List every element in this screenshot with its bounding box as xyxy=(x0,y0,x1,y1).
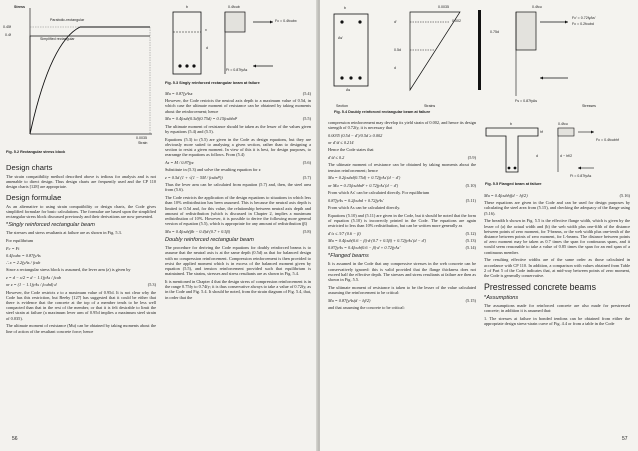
flanged-beams-heading: *Flanged beams xyxy=(328,253,369,260)
fig53-d-label: d xyxy=(206,46,208,50)
body-paragraph: Thus the lever arm can be calculated from equation (5.7) and, then, the steel area from (5.6). xyxy=(165,182,311,193)
body-paragraph: However, the Code restricts the neutral axis depth to a maximum value of 0.5d, in which case the ultimate moment of resistance can be obtained by taking moments about the reinforcement; hence xyxy=(165,98,311,114)
page-number-right: 57 xyxy=(622,436,628,442)
body-paragraph: The resulting effective widths are of the same order as those calculated in accordance with CP 110. In addition, a comparison with values obtained from Table 2 of Part 5 of the Code indicates that, at mid-way between points of zero moment, the Code is generally conservative. xyxy=(484,257,630,279)
ultimate-moment-paragraph: The ultimate moment of resistance (Mu) can be obtained by taking moments about the line of action of the resultant concrete force; hence xyxy=(6,323,156,334)
body-paragraph: Equations (5.10) and (5.11) are given in the Code, but it should be noted that the form of equation (5.10) is incorrectly printed in the Code. The equations are again restricted to less than 10% redistribution, but can be written more generally as xyxy=(328,212,476,229)
fig54-as-label: As xyxy=(346,88,351,92)
body-paragraph: Substitute in (5.3) and solve the resulting equation for z xyxy=(165,167,261,173)
body-paragraph: The ultimate moment of resistance can be obtained by taking moments about the tension reinforcement; hence xyxy=(328,162,476,173)
left-page xyxy=(0,0,318,451)
body-paragraph: The procedure for deriving the Code equations for doubly reinforced beams is to assume that the neutral axis is at the same depth (0.5d) as that for balanced design with no compression reinforcement. Compression reinforcement is then provided to resist the applied moment which is in excess of the balanced moment given by equation (5.5), and tension reinforcement provided such that equilibrium is maintained. The strains, stresses and stress resultants are as shown in Fig. 5.4. xyxy=(165,245,311,277)
body-paragraph: It is mentioned in Chapter 4 that the design stress of compression reinforcement is in the range 0.75fy to 0.74fy; it is thus conservative always to take a value of 0.72fy, as in the Code and Fig. 5.4. It should be noted, from the strain diagram of Fig. 5.4, that, in order that the xyxy=(165,279,311,300)
val-04-label: 0.4f xyxy=(5,33,11,37)
body-paragraph: The breadth b shown in Fig. 5.5 is the effective flange width, which is given by the lesser of (a) the actual width and (b) the web width plus one-fifth of the distance between points of zero moment, for T-beams, or the web width plus one-tenth of the distance between points of zero moment, for L-beams. The distance between points of zero moment may be taken as 0.7 times the span for continuous spans, and it would seem reasonable to take a value of 0.85 times the span for an end span of a continuous member. xyxy=(484,218,630,255)
design-formulae-heading: Design formulae xyxy=(6,192,62,202)
body-paragraph: compression reinforcement may develop its yield strain of 0.002, and hence its design strength of 0.72fy, it is necessary that xyxy=(328,120,476,131)
fig55-hf-label: hf xyxy=(540,130,543,134)
fig54-fc-prime-label: Fc′ = 0.72fyAs′ xyxy=(572,16,596,20)
body-paragraph: The Code restricts the application of the design equations to situations in which less than 10% redistribution has been assumed. This is because the neutral axis depth is limited to 0.5d and, for this value, the relationship between neutral axis depth and amount of redistribution (which is discussed in Chapter 2, implies a maximum redistribution of 10%. However, it is possible to derive the following more general version of equation (5.5), which is appropriate for any amount of redistribution (β) xyxy=(165,195,311,227)
fig54-b-label: b xyxy=(344,6,346,10)
left-page-column-2 xyxy=(165,90,311,302)
stress-block-diagram xyxy=(10,2,160,142)
body-paragraph: The ultimate moment of resistance is taken to be the lesser of the value calculated assuming the reinforcement to be critical: xyxy=(328,284,476,296)
equation-line: Mu = 0.2fcubd(0.75d) + 0.72fyAs′(d − d′) xyxy=(328,175,401,181)
singly-reinforced-heading: *Singly reinforced rectangular beam xyxy=(6,222,95,229)
fig55-fc-label: Fc = 0.4fcubhf xyxy=(596,138,619,142)
fig54-d-prime-label: d′ xyxy=(394,20,397,24)
equation-line: Mu = 0.4fcub(0.5d)(0.75d) = 0.15fcubbd² (5.5) xyxy=(165,116,311,122)
equation-line: Mu = 0.4fcub(βb − 0.4)d·(0.7 + 0.5β) (5.8) xyxy=(165,229,311,235)
body-paragraph: The assumptions made for reinforced concrete are also made for prestressed concrete; in addition it is assumed that: xyxy=(484,303,630,314)
equation-line: d′/d ≤ 0.2 (5.9) xyxy=(328,155,476,161)
flanged-beam-diagram xyxy=(482,122,632,182)
equation-line: 0.87fyAs = 0.4fcub(0.6 − β)·d + 0.72fyAs′ (5.14) xyxy=(328,245,476,251)
equation-line: d′/x ≤ 3/7 (0.6 − β) (5.12) xyxy=(328,230,476,236)
lever-arm-paragraph: Since a rectangular stress block is assumed, the lever arm (z) is given by xyxy=(6,267,131,273)
equation-line: or z = (1 − 1.1fyAs / fcubd) d (5.3) xyxy=(6,282,156,288)
fig54-stress-top: 0.4fcu xyxy=(532,5,542,9)
body-paragraph: Equations (5.3) to (5.5) are given in the Code as design equations, but they are obviously more suited to analysing a given section, rather than to designing a section to resist a given moment. In view of this it is best, for design purposes, to rearrange the equations as follows. From (5.4) xyxy=(165,136,311,158)
stress-axis-label: Stress xyxy=(14,5,25,9)
fig54-depth-label: 0.75d xyxy=(490,30,499,34)
fig54-as-prime-label: As′ xyxy=(338,36,343,40)
equation-line: z = 0.5d (1 + √(1 − 5M / fcubd²)) (5.7) xyxy=(165,175,311,181)
fig-5-4-caption: Fig. 5.4 Doubly reinforced rectangular beam at failure xyxy=(334,110,431,114)
equilibrium-label: For equilibrium xyxy=(6,238,34,244)
fig55-b-label: b xyxy=(510,122,512,126)
body-paragraph: From which As′ can be calculated directly. For equilibrium xyxy=(328,189,430,195)
equation-line: Mu = 0.87fyAs(d − hf/2) (5.15) xyxy=(328,297,476,303)
assumptions-heading: *Assumptions xyxy=(484,295,519,302)
fig53-stress-label: 0.4fcub xyxy=(228,5,240,9)
page-number-left: 56 xyxy=(12,436,18,442)
fig55-ft-label: Ft = 0.87fyAs xyxy=(570,174,592,178)
equation-line: 0.4fcubx = 0.87fyAs xyxy=(6,253,41,259)
design-charts-heading: Design charts xyxy=(6,163,53,172)
equation-line: ∴ x = 2.2fyAs / fcub xyxy=(6,260,41,266)
fig54-d-label: d xyxy=(394,66,396,70)
fig53-x-label: x xyxy=(205,28,207,32)
fig-5-3-caption: Fig. 5.3 Singly reinforced rectangular beam at failure xyxy=(165,81,260,85)
equation-line: As = M / 0.87fyz (5.6) xyxy=(165,160,311,166)
right-page xyxy=(320,0,638,451)
design-charts-paragraph: The strain compatibility method described above is tedious for analysis and is not amenable to direct design. Thus design charts are frequently used and the CP 110 design charts [128] are appropriate. xyxy=(6,174,156,190)
body-paragraph: Hence the Code states that xyxy=(328,147,374,153)
body-paragraph: 1. The stresses at failure in bonded tendons can be obtained from either the appropriate design stress-strain curve of Fig. 4.4 or from a table in the Code xyxy=(484,316,630,327)
body-paragraph: From which As can be calculated directly. xyxy=(328,204,401,210)
fig54-fc-label: Fc = 0.2fcubd xyxy=(572,22,594,26)
equation-line: Fc = Ft xyxy=(6,245,20,251)
body-paragraph: and that assuming the concrete to be critical: xyxy=(328,305,405,311)
fig54-strain-label: 0.002 xyxy=(452,19,461,23)
equation-line: or d′/d ≤ 0.214 xyxy=(328,140,354,146)
fig55-arm-label: d − hf/2 xyxy=(560,154,573,158)
prestressed-heading: Prestressed concrete beams xyxy=(484,282,596,293)
fig53-fc-label: Fc = 0.4fcubx xyxy=(275,19,297,23)
fig55-d-label: d xyxy=(536,154,538,158)
equation-line: Mu = 0.87fyAsz (5.4) xyxy=(165,91,311,96)
fig54-steel-label: Fs = 0.87fyAs xyxy=(515,99,538,103)
singly-beam-diagram xyxy=(165,4,315,84)
equation-line: or Mu = 0.15fcubbd² + 0.72fyAs′(d − d′) (5.10) xyxy=(328,182,476,188)
stresses-label: Stresses xyxy=(582,104,596,108)
fig54-strain-top: 0.0035 xyxy=(438,5,449,9)
fig53-ft-label: Ft = 0.87fyAs xyxy=(226,68,248,72)
left-page-column-1 xyxy=(6,160,156,336)
equation-line: Mu = 0.4fcubhf(d − hf/2) (5.16) xyxy=(484,193,630,198)
equation-line: z = d − x/2 = d − 1.1fyAs / fcub xyxy=(6,275,61,281)
parabolic-label: Parabolic-rectangular xyxy=(50,18,85,22)
doubly-reinforced-heading: Doubly reinforced rectangular beam xyxy=(165,237,254,244)
simplified-label: Simplified rectangular xyxy=(40,37,75,41)
strains-label: Strains xyxy=(424,104,436,108)
design-formulae-paragraph: As an alternative to using strain compatibility or design charts, the Code gives simplified formulae for basic calculations. The formulae are based upon the simplified rectangular stress block discussed previously and their derivations are now presented. xyxy=(6,203,156,220)
right-page-column-1 xyxy=(328,120,476,313)
strain-axis-label: Strain xyxy=(138,141,148,145)
body-paragraph: These equations are given in the Code and can be used for design purposes by calculating the steel area from (5.15), and checking the adequacy of the flange using (5.16). xyxy=(484,200,630,216)
section-label: Section xyxy=(336,104,348,108)
equation-line: Mu = 0.4fcub(0.6 − β)·d·(0.7 + 0.5β) + 0.72fyAs′(d − d′) (5.13) xyxy=(328,238,476,244)
body-paragraph: It is assumed in the Code that any compressive stresses in the web concrete can be conservatively ignored: this is valid provided that the flange thickness does not exceed half the effective depth. The stresses and stress resultants at failure are then as shown in Fig. 5.5. xyxy=(328,261,476,283)
equation-line: 0.0035 (0.5d − d′)/0.5d ≥ 0.002 xyxy=(328,133,383,138)
strain-value-label: 0.0035 xyxy=(136,136,147,140)
singly-paragraph: The stresses and stress resultants at failure are as shown in Fig. 5.3. xyxy=(6,230,122,236)
restriction-paragraph: However, the Code restricts z to a maximum value of 0.95d. It is not clear why the Code has this restriction, but Beeby [127] has suggested that it could be either that there is evidence that the concrete at the top of a member tends to be less well compacted than that in the rest of the member, or that it is felt desirable to limit the steel strain at failure (a maximum lever arm of 0.95d implies a maximum steel strain of 0.035). xyxy=(6,289,156,321)
equation-line: 0.87fyAs = 0.2fcubd + 0.72fyAs′ (5.11) xyxy=(328,197,476,203)
fig-5-5-caption: Fig. 5.5 Flanged beam at failure xyxy=(485,182,542,186)
fig53-b-label: b xyxy=(186,5,188,9)
val-045-label: 0.45f xyxy=(3,25,11,29)
fig-5-2-caption: Fig. 5.2 Rectangular stress block xyxy=(6,150,66,154)
fig55-stress-label: 0.4fcu xyxy=(558,122,568,126)
body-paragraph: The ultimate moment of resistance should be taken as the lesser of the values given by equations (5.4) and (5.5). xyxy=(165,123,311,134)
right-page-column-2 xyxy=(484,192,630,329)
fig54-x-label: 0.5d xyxy=(394,48,401,52)
